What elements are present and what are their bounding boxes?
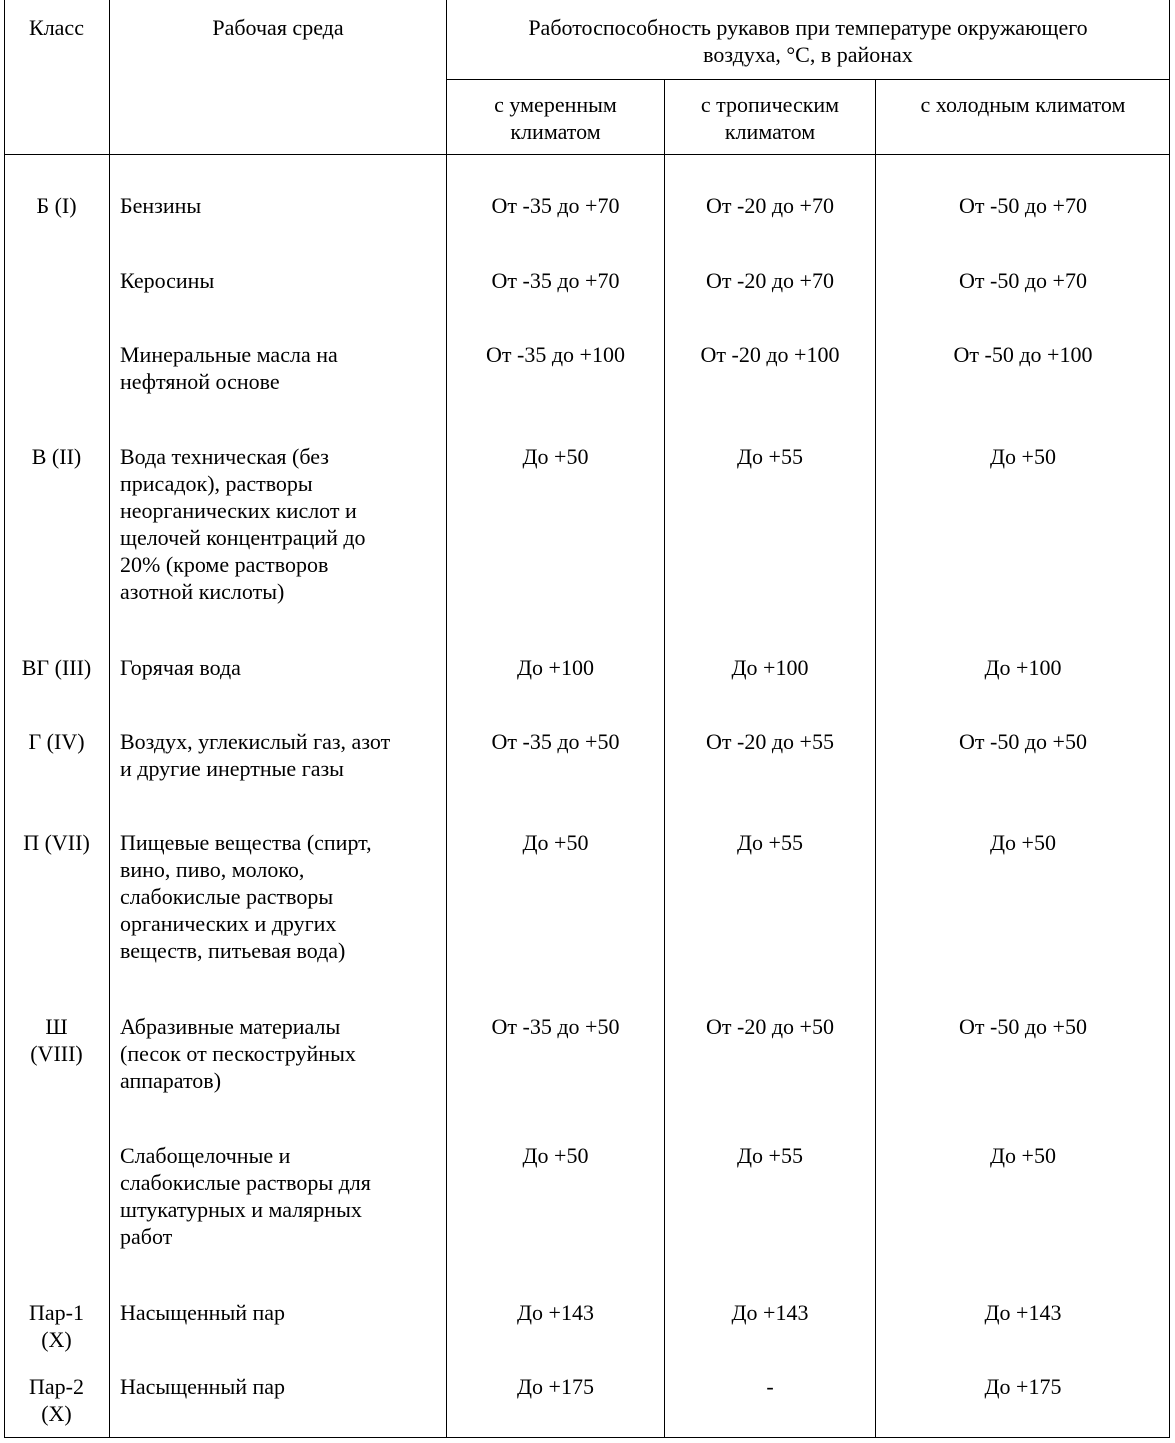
cell-class-line: Ш: [45, 1014, 68, 1039]
cell-tropical: До +55: [737, 1143, 803, 1168]
cell-class: [4, 443, 109, 470]
cell-temperate: От -35 до +70: [491, 268, 620, 293]
cell-medium-line: Абразивные материалы: [120, 1014, 341, 1039]
cell-medium: [120, 1373, 446, 1400]
cell-medium-line: щелочей концентраций до: [120, 525, 366, 550]
cell-class: [4, 1373, 109, 1427]
cell-medium-line: аппаратов): [120, 1068, 222, 1093]
cell-medium: [120, 443, 446, 605]
cell-medium-line: Пищевые вещества (спирт,: [120, 830, 372, 855]
cell-medium: [120, 728, 446, 782]
cell-temperate: От -35 до +70: [491, 193, 620, 218]
header-temperate: [447, 91, 664, 145]
cell-medium-line: веществ, питьевая вода): [120, 938, 346, 963]
cell-medium-line: Слабощелочные и: [120, 1143, 291, 1168]
cell-medium: [120, 654, 446, 681]
cell-cold: От -50 до +70: [959, 268, 1087, 293]
cell-class-line: Б (I): [36, 193, 77, 218]
cell-medium-line: слабокислые растворы: [120, 884, 334, 909]
cell-medium-line: и другие инертные газы: [120, 756, 344, 781]
cell-medium-line: Воздух, углекислый газ, азот: [120, 729, 391, 754]
cell-medium: [120, 341, 446, 395]
cell-tropical: До +55: [737, 830, 803, 855]
cell-medium-line: Бензины: [120, 193, 202, 218]
cell-medium: [120, 829, 446, 964]
cell-medium-line: Горячая вода: [120, 655, 241, 680]
cell-cold: До +50: [990, 830, 1056, 855]
cell-cold: От -50 до +100: [953, 342, 1093, 367]
cell-temperate: До +175: [517, 1374, 594, 1399]
cell-medium-line: присадок), растворы: [120, 471, 313, 496]
cell-cold: До +50: [990, 444, 1056, 469]
cell-temperate: От -35 до +100: [486, 342, 625, 367]
cell-class: [4, 829, 109, 856]
col-divider-class: [109, 0, 110, 1438]
cell-temperate: От -35 до +50: [491, 1014, 620, 1039]
cell-medium: [120, 1142, 446, 1250]
header-performance-line1: Работоспособность рукавов при температуре окружающего: [528, 15, 1088, 40]
cell-medium: [120, 1013, 446, 1094]
cell-tropical: От -20 до +70: [706, 268, 834, 293]
header-cold: с холодным климатом: [920, 92, 1126, 117]
cell-tropical: До +100: [731, 655, 809, 680]
cell-class-line: Пар-1: [29, 1300, 84, 1325]
cell-tropical: От -20 до +70: [706, 193, 834, 218]
cell-tropical: От -20 до +100: [700, 342, 840, 367]
header-performance: [447, 14, 1169, 68]
cell-class-line: Г (IV): [28, 729, 85, 754]
header-subdivider: [446, 79, 1170, 80]
header-bottom-line: [4, 154, 1170, 155]
cell-class-line: (X): [41, 1327, 72, 1352]
cell-temperate: До +100: [517, 655, 594, 680]
cell-medium-line: Насыщенный пар: [120, 1300, 286, 1325]
cell-cold: До +175: [984, 1374, 1062, 1399]
cell-medium: [120, 192, 446, 219]
cell-class-line: Пар-2: [29, 1374, 84, 1399]
header-tropical-line1: с тропическим: [700, 92, 840, 117]
cell-class: [4, 728, 109, 755]
cell-class: [4, 1013, 109, 1067]
cell-tropical: До +143: [731, 1300, 809, 1325]
cell-tropical: От -20 до +50: [706, 1014, 834, 1039]
header-temperate-line1: с умеренным: [494, 92, 617, 117]
header-performance-line2: воздуха, °С, в районах: [703, 42, 913, 67]
cell-medium: [120, 1299, 446, 1326]
cell-temperate: От -35 до +50: [491, 729, 620, 754]
cell-medium-line: азотной кислоты): [120, 579, 285, 604]
cell-class-line: ВГ (III): [21, 655, 92, 680]
cell-medium-line: Насыщенный пар: [120, 1374, 286, 1399]
cell-class: [4, 1299, 109, 1353]
cell-tropical: До +55: [737, 444, 803, 469]
cell-cold: От -50 до +70: [959, 193, 1087, 218]
cell-class: [4, 192, 109, 219]
cell-medium-line: вино, пиво, молоко,: [120, 857, 305, 882]
cell-medium-line: штукатурных и малярных: [120, 1197, 362, 1222]
cell-cold: До +100: [984, 655, 1062, 680]
cell-class: [4, 654, 109, 681]
cell-medium-line: Минеральные масла на: [120, 342, 338, 367]
cell-medium-line: слабокислые растворы для: [120, 1170, 371, 1195]
cell-temperate: До +143: [517, 1300, 594, 1325]
cell-class-line: П (VII): [23, 830, 90, 855]
cell-medium-line: работ: [120, 1224, 173, 1249]
cell-cold: До +50: [990, 1143, 1056, 1168]
header-tropical-line2: климатом: [724, 119, 816, 144]
cell-temperate: До +50: [522, 1143, 589, 1168]
cell-temperate: До +50: [522, 830, 589, 855]
cell-temperate: До +50: [522, 444, 589, 469]
header-class: Класс: [29, 15, 84, 40]
cell-tropical: -: [766, 1374, 774, 1399]
cell-medium-line: органических и других: [120, 911, 337, 936]
cell-medium-line: Керосины: [120, 268, 215, 293]
cell-cold: До +143: [984, 1300, 1062, 1325]
cell-class-line: (X): [41, 1401, 72, 1426]
cell-medium-line: Вода техническая (без: [120, 444, 329, 469]
cell-medium-line: (песок от пескоструйных: [120, 1041, 356, 1066]
cell-medium: [120, 267, 446, 294]
header-medium: Рабочая среда: [212, 15, 344, 40]
cell-medium-line: 20% (кроме растворов: [120, 552, 329, 577]
cell-cold: От -50 до +50: [959, 729, 1087, 754]
cell-cold: От -50 до +50: [959, 1014, 1087, 1039]
cell-tropical: От -20 до +55: [706, 729, 834, 754]
cell-class-line: (VIII): [30, 1041, 83, 1066]
cell-medium-line: нефтяной основе: [120, 369, 280, 394]
cell-class-line: В (II): [31, 444, 82, 469]
cell-medium-line: неорганических кислот и: [120, 498, 357, 523]
header-temperate-line2: климатом: [510, 119, 601, 144]
header-tropical: [665, 91, 875, 145]
